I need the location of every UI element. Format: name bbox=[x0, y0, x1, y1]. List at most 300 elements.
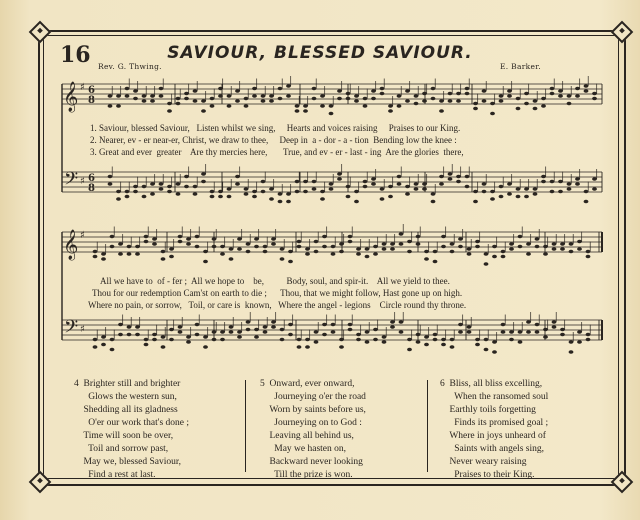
note-head bbox=[169, 247, 174, 251]
note-head bbox=[286, 200, 291, 204]
verse-line: Finds its promised goal ; bbox=[440, 418, 549, 428]
verse-line: Journeying on to God : bbox=[260, 418, 362, 428]
note-head bbox=[305, 345, 310, 349]
note-head bbox=[586, 333, 591, 337]
note-head bbox=[167, 190, 172, 194]
note-head bbox=[271, 320, 276, 324]
note-head bbox=[584, 89, 589, 93]
note-head bbox=[271, 237, 276, 241]
note-head bbox=[405, 89, 410, 93]
note-head bbox=[195, 333, 200, 337]
note-head bbox=[388, 104, 393, 108]
treble-clef-icon: 𝄞 bbox=[63, 230, 79, 260]
note-head bbox=[133, 97, 138, 101]
verse-line: Earthly toils forgetting bbox=[440, 405, 536, 415]
sharp-icon: ♯ bbox=[80, 82, 85, 93]
note-head bbox=[550, 180, 555, 184]
note-head bbox=[373, 252, 378, 256]
note-head bbox=[484, 252, 489, 256]
time-signature: 6 bbox=[88, 85, 95, 96]
note-head bbox=[373, 245, 378, 249]
note-head bbox=[133, 190, 138, 194]
note-head bbox=[356, 333, 361, 337]
note-head bbox=[560, 328, 565, 332]
note-head bbox=[263, 325, 268, 329]
note-head bbox=[227, 195, 232, 199]
verse-line: O'er our work that's done ; bbox=[74, 418, 190, 428]
note-head bbox=[516, 187, 521, 191]
note-head bbox=[541, 180, 546, 184]
note-head bbox=[397, 182, 402, 186]
note-head bbox=[382, 247, 387, 251]
note-head bbox=[484, 338, 489, 342]
note-head bbox=[475, 338, 480, 342]
note-head bbox=[450, 345, 455, 349]
note-head bbox=[431, 192, 436, 196]
note-head bbox=[269, 94, 274, 98]
note-head bbox=[380, 87, 385, 91]
note-head bbox=[382, 242, 387, 246]
note-head bbox=[475, 245, 480, 249]
lyric-line: 3. Great and ever greater Are thy mercies here, True, and ev - er - last - ing Are the glories there, bbox=[90, 147, 464, 157]
note-head bbox=[280, 328, 285, 332]
note-head bbox=[169, 338, 174, 342]
note-head bbox=[244, 97, 249, 101]
note-head bbox=[456, 99, 461, 103]
bass-clef-icon: 𝄢 bbox=[64, 169, 79, 194]
note-head bbox=[210, 97, 215, 101]
note-head bbox=[218, 195, 223, 199]
note-head bbox=[152, 338, 157, 342]
note-head bbox=[116, 197, 121, 201]
note-head bbox=[337, 97, 342, 101]
note-head bbox=[575, 87, 580, 91]
note-head bbox=[526, 242, 531, 246]
note-head bbox=[93, 338, 98, 342]
note-head bbox=[577, 330, 582, 334]
note-head bbox=[541, 104, 546, 108]
note-head bbox=[288, 323, 293, 327]
note-head bbox=[433, 338, 438, 342]
note-head bbox=[499, 185, 504, 189]
note-head bbox=[212, 330, 217, 334]
note-head bbox=[227, 94, 232, 98]
note-head bbox=[560, 247, 565, 251]
note-head bbox=[567, 102, 572, 106]
note-head bbox=[458, 330, 463, 334]
note-head bbox=[278, 87, 283, 91]
note-head bbox=[218, 87, 223, 91]
note-head bbox=[118, 323, 123, 327]
note-head bbox=[320, 94, 325, 98]
note-head bbox=[416, 235, 421, 239]
note-head bbox=[586, 255, 591, 259]
note-head bbox=[552, 242, 557, 246]
note-head bbox=[397, 104, 402, 108]
note-head bbox=[431, 200, 436, 204]
note-head bbox=[492, 350, 497, 354]
note-head bbox=[286, 192, 291, 196]
note-head bbox=[552, 247, 557, 251]
note-head bbox=[169, 255, 174, 259]
note-head bbox=[365, 330, 370, 334]
note-head bbox=[431, 97, 436, 101]
note-head bbox=[116, 190, 121, 194]
note-head bbox=[473, 200, 478, 204]
note-head bbox=[558, 94, 563, 98]
note-head bbox=[492, 245, 497, 249]
note-head bbox=[288, 333, 293, 337]
note-head bbox=[263, 250, 268, 254]
note-head bbox=[108, 94, 113, 98]
note-head bbox=[252, 94, 257, 98]
note-head bbox=[254, 237, 259, 241]
note-head bbox=[161, 345, 166, 349]
note-head bbox=[303, 190, 308, 194]
note-head bbox=[152, 237, 157, 241]
note-head bbox=[116, 104, 121, 108]
note-head bbox=[501, 255, 506, 259]
note-head bbox=[450, 338, 455, 342]
note-head bbox=[592, 187, 597, 191]
note-head bbox=[229, 247, 234, 251]
note-head bbox=[212, 237, 217, 241]
note-head bbox=[135, 333, 140, 337]
note-head bbox=[550, 190, 555, 194]
note-head bbox=[229, 257, 234, 261]
note-head bbox=[526, 252, 531, 256]
note-head bbox=[186, 335, 191, 339]
note-head bbox=[458, 245, 463, 249]
note-head bbox=[414, 182, 419, 186]
note-head bbox=[337, 172, 342, 176]
note-head bbox=[252, 87, 257, 91]
note-head bbox=[93, 250, 98, 254]
note-head bbox=[567, 94, 572, 98]
note-head bbox=[127, 333, 132, 337]
verse-line: Never weary raising bbox=[440, 457, 527, 467]
note-head bbox=[108, 175, 113, 179]
note-head bbox=[314, 330, 319, 334]
note-head bbox=[150, 94, 155, 98]
note-head bbox=[295, 180, 300, 184]
note-head bbox=[254, 328, 259, 332]
note-head bbox=[144, 343, 149, 347]
note-head bbox=[235, 99, 240, 103]
note-head bbox=[592, 97, 597, 101]
note-head bbox=[229, 325, 234, 329]
note-head bbox=[184, 185, 189, 189]
note-head bbox=[246, 320, 251, 324]
note-head bbox=[110, 245, 115, 249]
note-head bbox=[509, 338, 514, 342]
sharp-icon: ♯ bbox=[80, 230, 85, 241]
note-head bbox=[322, 333, 327, 337]
time-signature: 8 bbox=[88, 183, 95, 194]
note-head bbox=[405, 185, 410, 189]
note-head bbox=[535, 245, 540, 249]
note-head bbox=[125, 190, 130, 194]
note-head bbox=[482, 190, 487, 194]
note-head bbox=[448, 177, 453, 181]
note-head bbox=[390, 320, 395, 324]
note-head bbox=[584, 84, 589, 88]
note-head bbox=[193, 89, 198, 93]
note-head bbox=[93, 255, 98, 259]
note-head bbox=[507, 182, 512, 186]
note-head bbox=[125, 87, 130, 91]
note-head bbox=[390, 242, 395, 246]
note-head bbox=[133, 89, 138, 93]
note-head bbox=[193, 185, 198, 189]
note-head bbox=[167, 185, 172, 189]
note-head bbox=[93, 345, 98, 349]
note-head bbox=[152, 242, 157, 246]
note-head bbox=[110, 235, 115, 239]
note-head bbox=[458, 323, 463, 327]
verse-5 bbox=[260, 378, 366, 482]
verse-4 bbox=[74, 378, 189, 482]
note-head bbox=[516, 97, 521, 101]
note-head bbox=[159, 187, 164, 191]
note-head bbox=[261, 190, 266, 194]
note-head bbox=[380, 92, 385, 96]
note-head bbox=[558, 180, 563, 184]
note-head bbox=[184, 175, 189, 179]
note-head bbox=[592, 92, 597, 96]
note-head bbox=[142, 94, 147, 98]
note-head bbox=[490, 112, 495, 116]
note-head bbox=[499, 195, 504, 199]
note-head bbox=[416, 242, 421, 246]
note-head bbox=[516, 195, 521, 199]
note-head bbox=[159, 87, 164, 91]
note-head bbox=[322, 323, 327, 327]
note-head bbox=[550, 87, 555, 91]
verse-line: Where in joys unheard of bbox=[440, 431, 546, 441]
note-head bbox=[201, 109, 206, 113]
verse-line: Till the prize is won. bbox=[260, 470, 353, 480]
note-head bbox=[246, 328, 251, 332]
note-head bbox=[254, 335, 259, 339]
note-head bbox=[501, 323, 506, 327]
verse-line: 6 Bliss, all bliss excelling, bbox=[440, 379, 543, 389]
note-head bbox=[288, 250, 293, 254]
lyric-line: All we have to of - fer ; All we hope to be, Body, soul, and spir-it. All we yield to thee. bbox=[100, 276, 450, 286]
note-head bbox=[414, 94, 419, 98]
note-head bbox=[552, 325, 557, 329]
note-head bbox=[577, 340, 582, 344]
note-head bbox=[305, 338, 310, 342]
note-head bbox=[450, 242, 455, 246]
note-head bbox=[424, 257, 429, 261]
note-head bbox=[518, 235, 523, 239]
note-head bbox=[363, 97, 368, 101]
note-head bbox=[244, 187, 249, 191]
note-head bbox=[237, 237, 242, 241]
verse-line: Worn by saints before us, bbox=[260, 405, 366, 415]
note-head bbox=[220, 252, 225, 256]
verse-line: Glows the western sun, bbox=[74, 392, 177, 402]
note-head bbox=[354, 94, 359, 98]
lyric-line: 2. Nearer, ev - er near-er, Christ, we draw to thee, Deep in a - dor - a - tion Bending low the knee : bbox=[90, 135, 457, 145]
note-head bbox=[322, 245, 327, 249]
verse-line: 5 Onward, ever onward, bbox=[260, 379, 355, 389]
verse-line: Journeying o'er the road bbox=[260, 392, 366, 402]
note-head bbox=[246, 250, 251, 254]
note-head bbox=[414, 187, 419, 191]
verse-line: May we, blessed Saviour, bbox=[74, 457, 182, 467]
note-head bbox=[390, 247, 395, 251]
note-head bbox=[303, 109, 308, 113]
note-head bbox=[431, 87, 436, 91]
note-head bbox=[331, 252, 336, 256]
note-head bbox=[167, 109, 172, 113]
note-head bbox=[127, 245, 132, 249]
note-head bbox=[499, 99, 504, 103]
note-head bbox=[195, 235, 200, 239]
note-head bbox=[201, 99, 206, 103]
note-head bbox=[577, 247, 582, 251]
note-head bbox=[322, 235, 327, 239]
note-head bbox=[142, 185, 147, 189]
note-head bbox=[186, 340, 191, 344]
note-head bbox=[339, 345, 344, 349]
note-head bbox=[467, 330, 472, 334]
note-head bbox=[533, 107, 538, 111]
note-head bbox=[518, 340, 523, 344]
verse-line: When the ransomed soul bbox=[440, 392, 549, 402]
note-head bbox=[492, 340, 497, 344]
note-head bbox=[346, 185, 351, 189]
note-head bbox=[237, 247, 242, 251]
note-head bbox=[560, 242, 565, 246]
note-head bbox=[450, 250, 455, 254]
note-head bbox=[108, 104, 113, 108]
note-head bbox=[397, 175, 402, 179]
note-head bbox=[509, 330, 514, 334]
note-head bbox=[269, 187, 274, 191]
sharp-icon: ♯ bbox=[80, 176, 85, 187]
composer-credit: E. Barker. bbox=[500, 62, 541, 71]
note-head bbox=[201, 172, 206, 176]
note-head bbox=[584, 190, 589, 194]
note-head bbox=[533, 192, 538, 196]
note-head bbox=[101, 252, 106, 256]
note-head bbox=[237, 335, 242, 339]
note-head bbox=[543, 245, 548, 249]
note-head bbox=[125, 94, 130, 98]
note-head bbox=[441, 343, 446, 347]
note-head bbox=[456, 175, 461, 179]
note-head bbox=[473, 107, 478, 111]
note-head bbox=[448, 172, 453, 176]
note-head bbox=[541, 175, 546, 179]
note-head bbox=[312, 180, 317, 184]
note-head bbox=[195, 245, 200, 249]
note-head bbox=[220, 245, 225, 249]
note-head bbox=[518, 245, 523, 249]
note-head bbox=[407, 338, 412, 342]
note-head bbox=[492, 255, 497, 259]
note-head bbox=[388, 109, 393, 113]
note-head bbox=[501, 330, 506, 334]
note-head bbox=[210, 104, 215, 108]
note-head bbox=[399, 242, 404, 246]
note-head bbox=[152, 333, 157, 337]
note-head bbox=[365, 255, 370, 259]
note-head bbox=[184, 97, 189, 101]
verse-line: Backward never looking bbox=[260, 457, 363, 467]
note-head bbox=[278, 192, 283, 196]
bass-clef-icon: 𝄢 bbox=[64, 317, 79, 342]
note-head bbox=[305, 247, 310, 251]
note-head bbox=[439, 99, 444, 103]
note-head bbox=[414, 102, 419, 106]
note-head bbox=[271, 242, 276, 246]
lyricist-credit: Rev. G. Thwing. bbox=[98, 62, 162, 71]
note-head bbox=[178, 240, 183, 244]
lyric-line: 1. Saviour, blessed Saviour, Listen whilst we sing, Hearts and voices raising Praises to our King. bbox=[90, 123, 461, 133]
note-head bbox=[533, 187, 538, 191]
note-head bbox=[329, 182, 334, 186]
note-head bbox=[422, 182, 427, 186]
note-head bbox=[161, 335, 166, 339]
note-head bbox=[220, 330, 225, 334]
note-head bbox=[507, 89, 512, 93]
note-head bbox=[329, 104, 334, 108]
note-head bbox=[356, 338, 361, 342]
note-head bbox=[203, 335, 208, 339]
note-head bbox=[533, 99, 538, 103]
note-head bbox=[346, 97, 351, 101]
note-head bbox=[329, 112, 334, 116]
note-head bbox=[543, 252, 548, 256]
note-head bbox=[482, 89, 487, 93]
note-head bbox=[178, 325, 183, 329]
note-head bbox=[125, 195, 130, 199]
note-head bbox=[169, 328, 174, 332]
note-head bbox=[535, 237, 540, 241]
note-head bbox=[543, 328, 548, 332]
note-head bbox=[297, 345, 302, 349]
note-head bbox=[339, 338, 344, 342]
note-head bbox=[407, 250, 412, 254]
note-head bbox=[337, 89, 342, 93]
note-head bbox=[405, 99, 410, 103]
note-head bbox=[101, 257, 106, 261]
note-head bbox=[399, 232, 404, 236]
note-head bbox=[227, 104, 232, 108]
note-head bbox=[569, 350, 574, 354]
note-head bbox=[244, 104, 249, 108]
note-head bbox=[560, 333, 565, 337]
note-head bbox=[167, 102, 172, 106]
note-head bbox=[244, 192, 249, 196]
note-head bbox=[150, 182, 155, 186]
note-head bbox=[312, 187, 317, 191]
note-head bbox=[482, 182, 487, 186]
note-head bbox=[314, 240, 319, 244]
note-head bbox=[407, 348, 412, 352]
note-head bbox=[331, 245, 336, 249]
note-head bbox=[348, 323, 353, 327]
note-head bbox=[320, 197, 325, 201]
note-head bbox=[101, 343, 106, 347]
note-head bbox=[567, 187, 572, 191]
note-head bbox=[252, 190, 257, 194]
note-head bbox=[373, 338, 378, 342]
